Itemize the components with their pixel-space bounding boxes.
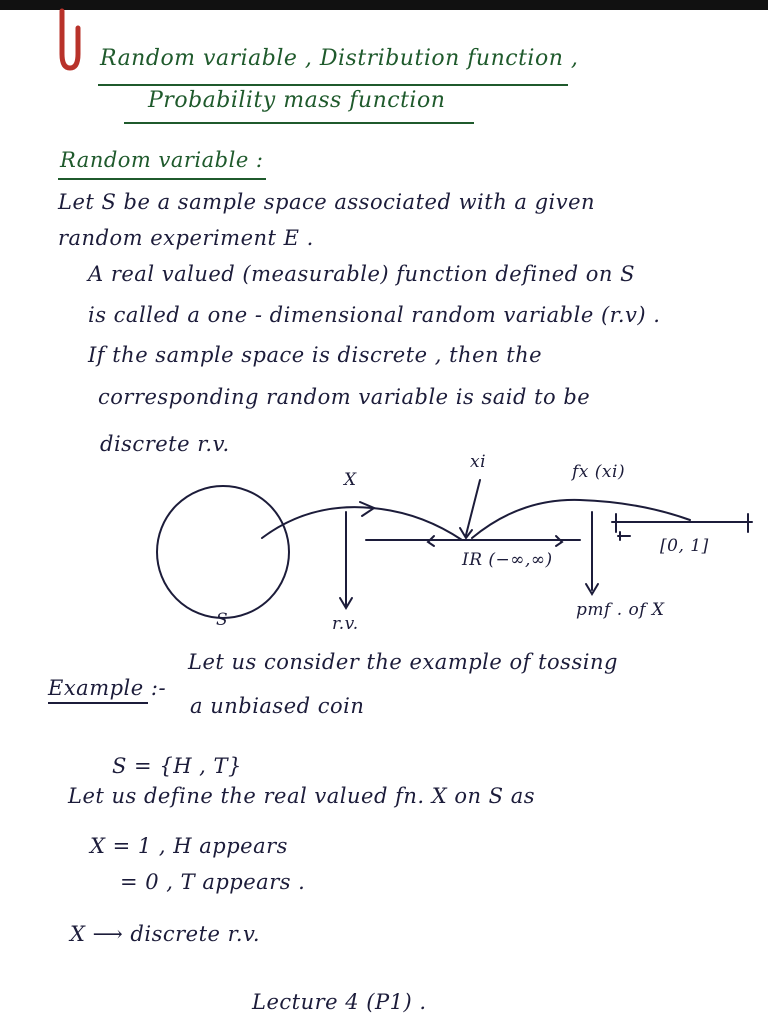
page-top-edge [0,0,768,10]
lecture-footer: Lecture 4 (P1) . [252,990,427,1014]
example-line-1: Let us consider the example of tossing [188,650,618,674]
xi-arrow [466,480,480,535]
define-line: Let us define the real valued fn. X on S as [68,784,536,808]
definition-line-7: discrete r.v. [100,432,230,456]
sample-space-set: S = {H , T} [112,754,242,778]
case-line-2: = 0 , T appears . [120,870,306,894]
case-line-1: X = 1 , H appears [90,834,288,858]
label-s: S [216,610,229,630]
title-underline-2 [124,122,474,124]
example-label-underline [48,702,148,704]
mapping-arc-x [262,507,462,540]
label-pmf: pmf . of X [576,600,665,620]
definition-line-5: If the sample space is discrete , then the [88,343,543,367]
page-title-line1: Random variable , Distribution function , [100,46,579,71]
section-heading-underline [58,178,266,180]
definition-line-6: corresponding random variable is said to be [98,385,591,409]
definition-line-3: A real valued (measurable) function defined on S [88,262,636,286]
definition-line-2: random experiment E . [58,226,314,250]
conclusion-line: X ⟶ discrete r.v. [70,922,261,946]
paper-clip-icon [55,6,85,76]
definition-line-4: is called a one - dimensional random variable (r.v) . [88,303,661,327]
mapping-arc-fx [472,500,690,538]
label-x: X [344,470,357,490]
example-line-2: a unbiased coin [190,694,365,718]
sample-space-circle [157,486,289,618]
label-xi: xi [470,452,487,472]
label-real: IR (−∞,∞) [462,550,553,570]
page-title-line2: Probability mass function [148,88,446,113]
example-label: Example :- [48,676,167,700]
section-heading: Random variable : [60,148,264,172]
label-rv: r.v. [332,614,359,634]
label-interval: [0, 1] [660,536,709,556]
title-underline-1 [98,84,568,86]
label-fx: fx (xi) [572,462,626,482]
definition-line-1: Let S be a sample space associated with a given [58,190,596,214]
